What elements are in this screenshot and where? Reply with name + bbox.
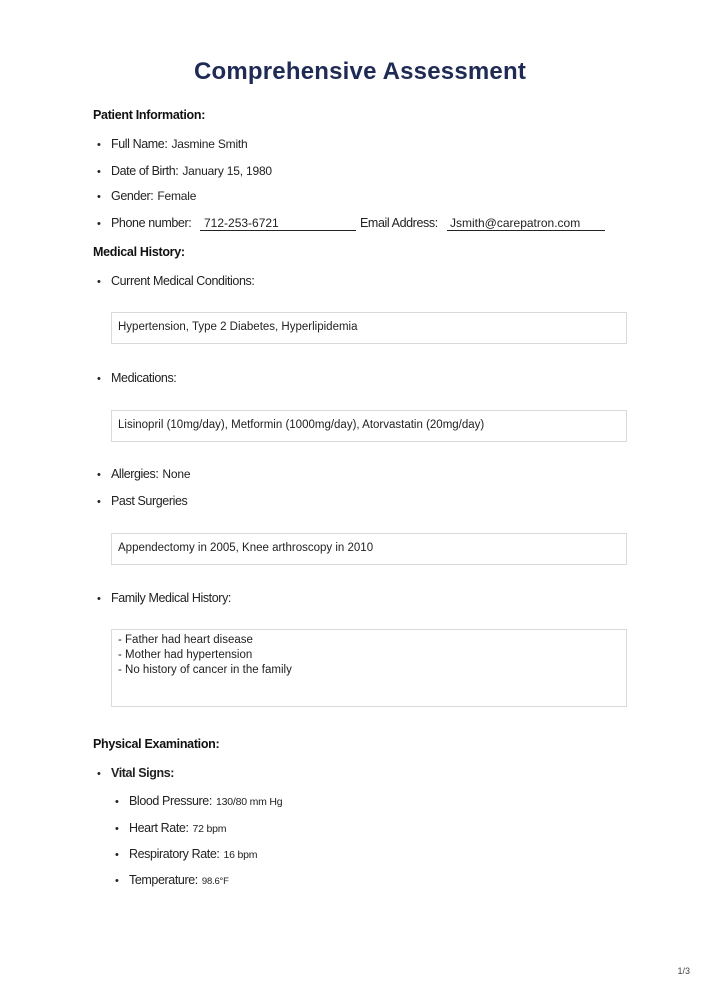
medications-box[interactable]: Lisinopril (10mg/day), Metformin (1000mg/day), Atorvastatin (20mg/day) <box>111 410 627 442</box>
bullet-icon: • <box>97 768 101 780</box>
email-label: Email Address: <box>360 216 438 230</box>
gender-value: Female <box>157 189 197 203</box>
temperature-value: 98.6°F <box>201 876 229 887</box>
bullet-icon: • <box>115 849 119 861</box>
bullet-icon: • <box>97 191 101 203</box>
allergies-label: Allergies: <box>111 467 159 481</box>
phone-item <box>97 216 191 230</box>
past-surgeries-item <box>97 494 187 508</box>
medications-item <box>97 371 176 385</box>
vital-signs-label: Vital Signs: <box>111 766 175 780</box>
bullet-icon: • <box>97 373 101 385</box>
email-field[interactable]: Jsmith@carepatron.com <box>447 216 605 231</box>
temperature-label: Temperature: <box>129 873 198 887</box>
date-of-birth-item <box>97 164 272 178</box>
medications-label: Medications: <box>111 371 177 385</box>
blood-pressure-item <box>115 794 282 808</box>
bullet-icon: • <box>97 469 101 481</box>
blood-pressure-value: 130/80 mm Hg <box>215 796 283 808</box>
physical-examination-heading: Physical Examination: <box>93 737 220 751</box>
family-history-item <box>97 591 231 605</box>
family-history-label: Family Medical History: <box>111 591 231 605</box>
bullet-icon: • <box>97 593 101 605</box>
full-name-label: Full Name: <box>111 137 168 151</box>
family-history-line: - Mother had hypertension <box>118 649 253 661</box>
medical-history-heading: Medical History: <box>93 245 185 259</box>
bullet-icon: • <box>97 139 101 151</box>
heart-rate-item <box>115 821 226 835</box>
heart-rate-value: 72 bpm <box>192 823 227 835</box>
gender-label: Gender: <box>111 189 154 203</box>
current-conditions-item <box>97 274 254 288</box>
allergies-value: None <box>162 467 191 481</box>
respiratory-rate-item <box>115 847 257 861</box>
bullet-icon: • <box>97 166 101 178</box>
bullet-icon: • <box>97 496 101 508</box>
bullet-icon: • <box>97 276 101 288</box>
full-name-item <box>97 137 248 151</box>
past-surgeries-box[interactable]: Appendectomy in 2005, Knee arthroscopy in 2010 <box>111 533 627 565</box>
respiratory-rate-label: Respiratory Rate: <box>129 847 220 861</box>
family-history-line: - No history of cancer in the family <box>118 664 292 676</box>
blood-pressure-label: Blood Pressure: <box>129 794 212 808</box>
family-history-line: - Father had heart disease <box>118 634 253 646</box>
patient-information-heading: Patient Information: <box>93 108 206 122</box>
gender-item <box>97 189 196 203</box>
current-conditions-box[interactable]: Hypertension, Type 2 Diabetes, Hyperlipidemia <box>111 312 627 344</box>
allergies-item <box>97 467 190 481</box>
respiratory-rate-value: 16 bpm <box>223 849 258 861</box>
document-title: Comprehensive Assessment <box>193 58 527 85</box>
date-of-birth-value: January 15, 1980 <box>182 164 272 178</box>
past-surgeries-label: Past Surgeries <box>111 494 188 508</box>
vital-signs-item <box>97 766 174 780</box>
page-number: 1/3 <box>677 966 690 976</box>
date-of-birth-label: Date of Birth: <box>111 164 179 178</box>
family-history-box[interactable] <box>111 629 627 707</box>
current-conditions-label: Current Medical Conditions: <box>111 274 255 288</box>
temperature-item <box>115 873 229 887</box>
bullet-icon: • <box>97 218 101 230</box>
bullet-icon: • <box>115 796 119 808</box>
bullet-icon: • <box>115 875 119 887</box>
phone-label: Phone number: <box>111 216 192 230</box>
heart-rate-label: Heart Rate: <box>129 821 189 835</box>
bullet-icon: • <box>115 823 119 835</box>
full-name-value: Jasmine Smith <box>171 137 248 151</box>
phone-field[interactable]: 712-253-6721 <box>200 216 356 231</box>
